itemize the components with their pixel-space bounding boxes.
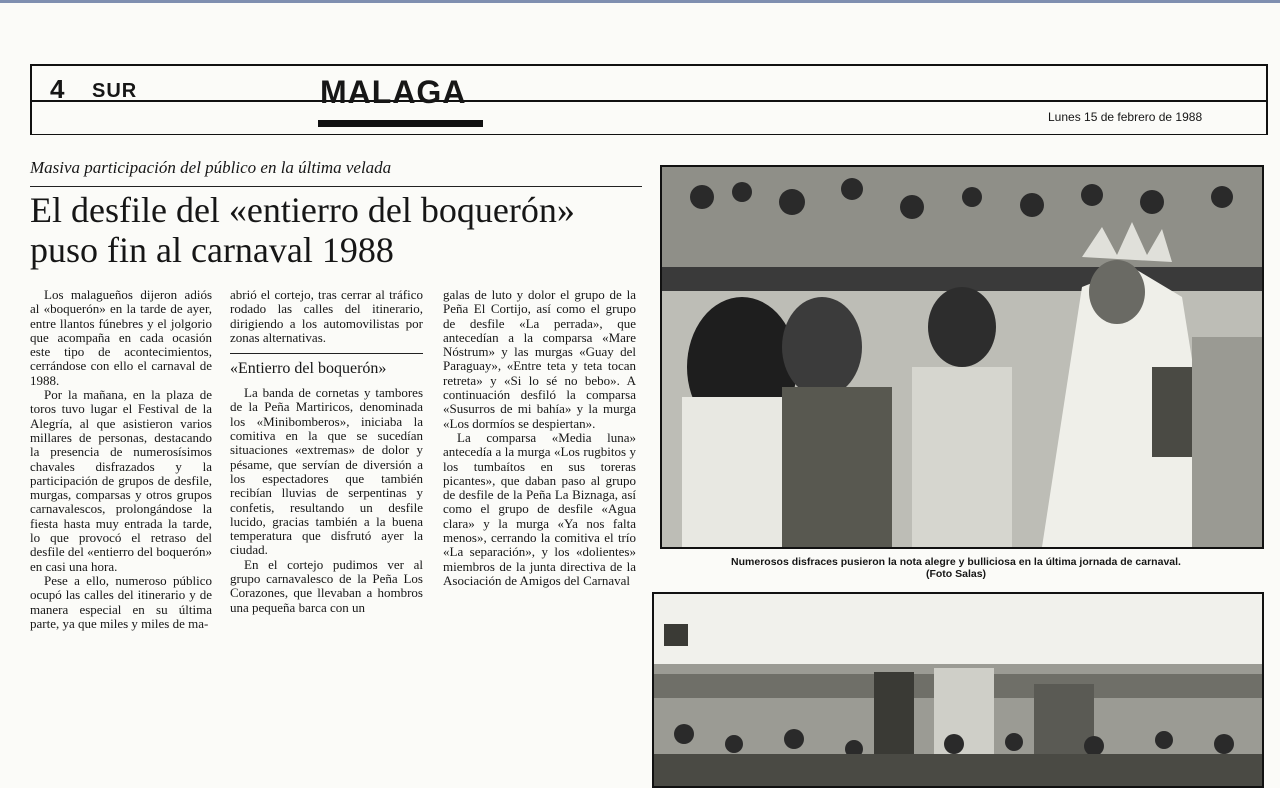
paragraph: Pese a ello, numeroso público ocupó las calles del itinerario y de manera especial en su última parte, ya que miles y miles de ma-: [30, 572, 212, 631]
section-underline: [318, 120, 483, 127]
photo-credit: (Foto Salas): [925, 568, 987, 580]
paragraph: La comparsa «Media luna» antecedía a la murga «Los rugbitos y los tumbaítos en sus toreras picantes», que daban paso al grupo de desfile de la Peña La Biznaga, así como el grupo de desfile «Agua clara» y la murga «Ya nos falta menos», cerrando la comitiva el trío «La separación», y los «dolientes» miembros de la junta directiva de la Asociación de Amigos del Carnaval: [443, 429, 636, 588]
issue-date: Lunes 15 de febrero de 1988: [1048, 110, 1203, 124]
carnival-photo-art: [662, 167, 1262, 547]
article-subhead: «Entierro del boquerón»: [230, 353, 423, 378]
carnival-photo: [660, 165, 1264, 549]
paragraph: Los malagueños dijeron adiós al «boquerón» en la tarde de ayer, entre llantos fúnebres y el jolgorio que acompaña en cada ocasión este tipo de acontecimientos, cerrándose con ello el carnaval de 1988.: [30, 288, 212, 388]
parade-photo-art: [654, 594, 1262, 786]
newspaper-name: SUR: [92, 80, 138, 102]
parade-photo: [652, 592, 1264, 788]
kicker-rule: [30, 186, 642, 187]
article-headline: [30, 190, 650, 270]
photo-caption: [648, 556, 1264, 580]
headline-line-2: puso fin al carnaval 1988: [30, 230, 394, 270]
caption-text: Numerosos disfraces pusieron la nota alegre y bulliciosa en la última jornada de carnaval.: [731, 556, 1181, 568]
header-rule: [30, 100, 1268, 102]
article-column-2: [230, 288, 423, 788]
page-number: 4: [50, 74, 65, 104]
article-kicker: Masiva participación del público en la última velada: [30, 158, 392, 177]
paragraph: Por la mañana, en la plaza de toros tuvo lugar el Festival de la Alegría, al que asistieron varios millares de personas, destacando la presencia de numerosísimos chavales disfrazados y la participación de grupos de desfile, murgas, comparsas y otros grupos carnavalescos, prolongándose la fiesta hasta muy entrada la tarde, lo que provocó el retraso del desfile del «entierro del boquerón» en casi una hora.: [30, 387, 212, 574]
headline-line-1: El desfile del «entierro del boquerón»: [30, 190, 575, 230]
paragraph: galas de luto y dolor el grupo de la Peña El Cortijo, así como el grupo de desfile «La perrada», que antecedían a la comparsa «Mare Nóstrum» y las murgas «Guay del Paraguay», «Entre teta y teta tocan retreta» y «Si lo sé no bebo». A continuación desfiló la comparsa «Susurros de mi bahía» y la murga «Los dormíos se despiertan».: [443, 288, 636, 431]
paragraph: En el cortejo pudimos ver al grupo carnavalesco de la Peña Los Corazones, que llevaban a hombros una pequeña barca con un: [230, 556, 423, 615]
paragraph: La banda de cornetas y tambores de la Peña Martiricos, denominada los «Minibomberos», iniciaba la comitiva en la que se sucedían situaciones «extremas» de dolor y pésame, que servían de diversión a los espectadores que también recibían lluvias de serpentinas y confetis, resultando un desfile lucido, gracias también a la buena temperatura que disfrutó ayer la ciudad.: [230, 385, 423, 558]
paragraph: abrió el cortejo, tras cerrar al tráfico rodado las calles del itinerario, dirigiendo a los automovilistas por zonas alternativas.: [230, 288, 423, 345]
top-border: [0, 0, 1280, 3]
article-column-3: [443, 288, 636, 788]
article-column-1: [30, 288, 212, 788]
header-bottom-rule: [30, 134, 1268, 135]
section-title: MALAGA: [320, 74, 467, 110]
